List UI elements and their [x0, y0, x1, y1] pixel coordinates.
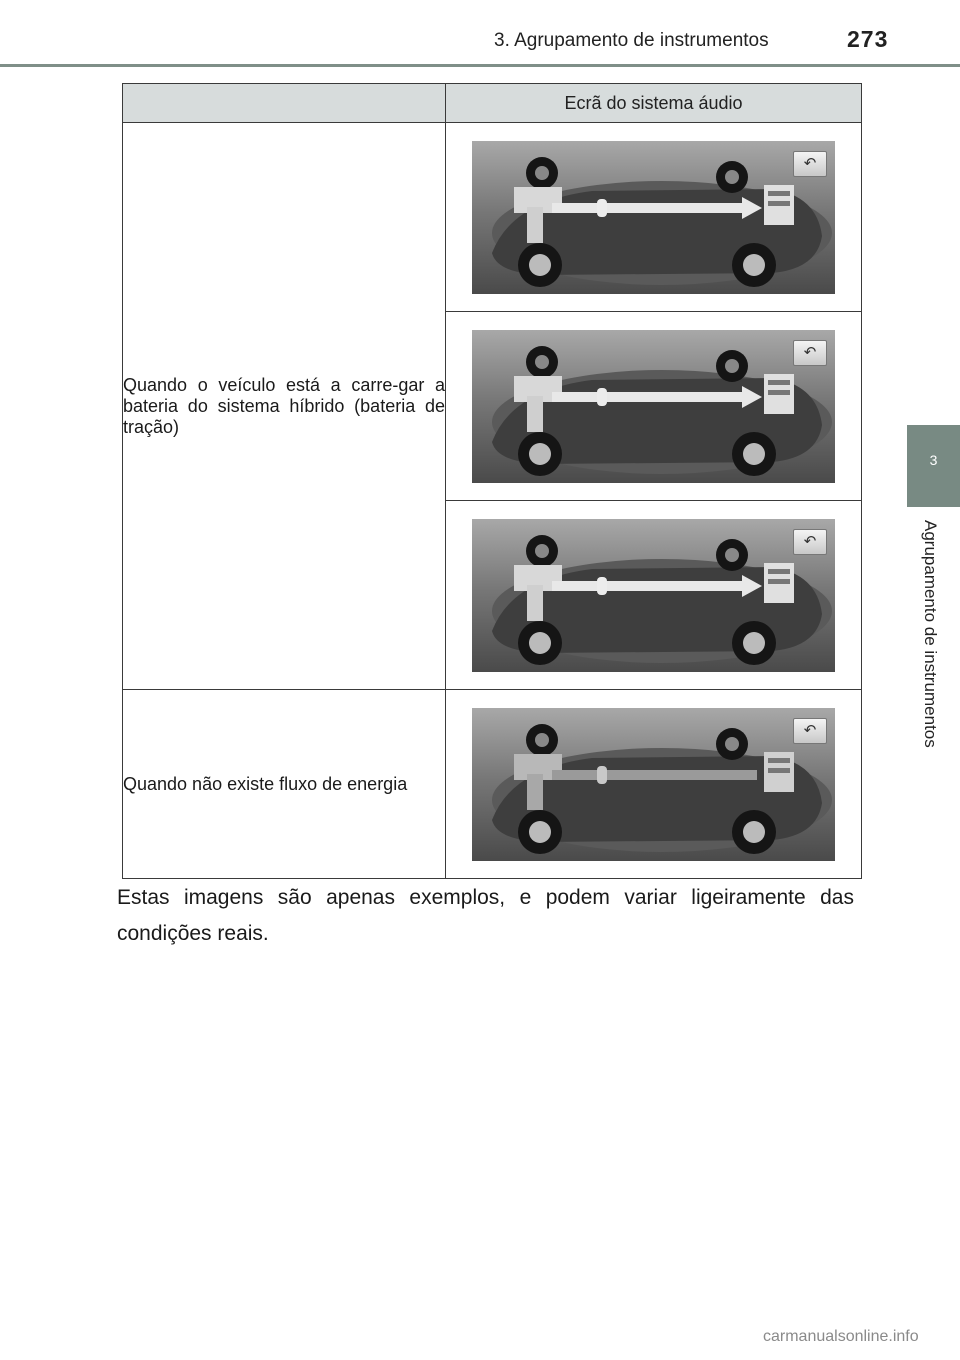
- energy-flow-screen-image: [472, 141, 835, 294]
- page-number: 273: [847, 26, 889, 52]
- chapter-tab: [907, 425, 960, 507]
- back-button: ↶: [793, 151, 827, 177]
- screen-cell: [446, 123, 862, 312]
- header-divider: [0, 64, 960, 67]
- screen-cell: [446, 312, 862, 501]
- back-button: ↶: [793, 340, 827, 366]
- table-header-row: [123, 84, 862, 123]
- table-row: [123, 123, 862, 312]
- header-section-title: 3. Agrupamento de instrumentos: [494, 30, 769, 51]
- energy-flow-screen-image: [472, 708, 835, 861]
- table-header-empty: [123, 84, 446, 123]
- chapter-title: Agrupamento de instrumentos: [921, 520, 940, 748]
- screen-cell: [446, 690, 862, 879]
- back-button: ↶: [793, 529, 827, 555]
- watermark: carmanualsonline.info: [763, 1328, 919, 1345]
- condition-no-energy-flow: Quando não existe fluxo de energia: [123, 690, 446, 879]
- table-header-audio-screen: Ecrã do sistema áudio: [446, 84, 862, 123]
- back-button: ↶: [793, 718, 827, 744]
- note-paragraph: Estas imagens são apenas exemplos, e podem variar ligeiramente das condições reais.: [117, 886, 854, 945]
- screen-cell: [446, 501, 862, 690]
- table-row: [123, 690, 862, 879]
- energy-flow-table: [122, 83, 862, 879]
- energy-flow-screen-image: [472, 330, 835, 483]
- energy-flow-screen-image: [472, 519, 835, 672]
- chapter-number: 3: [929, 452, 938, 468]
- condition-charging: Quando o veículo está a carre-gar a bateria do sistema híbrido (bateria de tração): [123, 123, 446, 690]
